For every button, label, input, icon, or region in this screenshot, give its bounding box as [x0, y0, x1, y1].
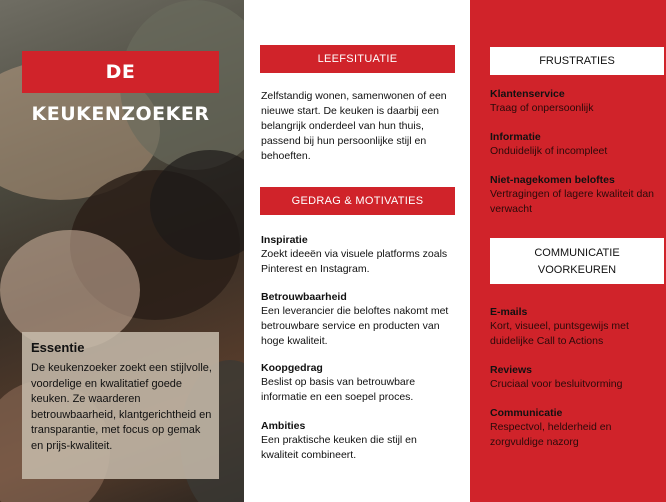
- leefsituatie-heading: LEEFSITUATIE: [260, 45, 455, 73]
- frustratie-item-title: Klantenservice: [490, 88, 565, 100]
- gedrag-item-text: Een leverancier die beloftes nakomt met betrouwbare service en producten van hoge kwaliteit.: [261, 305, 449, 347]
- communicatie-item-title: Communicatie: [490, 407, 563, 419]
- gedrag-item-text: Een praktische keuken die stijl en kwaliteit combineert.: [261, 434, 417, 461]
- frustratie-item: [490, 87, 666, 116]
- frustraties-heading: FRUSTRATIES: [490, 47, 664, 75]
- right-column: [470, 0, 666, 502]
- frustratie-item-title: Informatie: [490, 131, 541, 143]
- leefsituatie-block: [261, 89, 457, 164]
- communicatie-item: [490, 363, 666, 392]
- gedrag-item-text: Zoekt ideeën via visuele platforms zoals Pinterest en Instagram.: [261, 248, 448, 275]
- essentie-heading: Essentie: [31, 340, 85, 355]
- gedrag-item-title: Koopgedrag: [261, 362, 323, 374]
- frustratie-item: [490, 130, 666, 159]
- communicatie-heading-line1: COMMUNICATIE: [534, 247, 620, 259]
- essentie-text: De keukenzoeker zoekt een stijlvolle, voordelige en kwalitatief goede keuken. Ze waarderen betrouwbaarheid, klantgerichtheid en transparantie, met focus op gemak en prijs-kwaliteit.: [31, 362, 212, 452]
- gedrag-item-text: Beslist op basis van betrouwbare informatie en een soepel proces.: [261, 376, 416, 403]
- communicatie-heading: [490, 238, 664, 284]
- communicatie-item-title: Reviews: [490, 364, 533, 376]
- communicatie-item-text: Kort, visueel, puntsgewijs met duidelijke Call to Actions: [490, 320, 629, 347]
- communicatie-item-text: Cruciaal voor besluitvorming: [490, 378, 623, 390]
- gedrag-item-title: Betrouwbaarheid: [261, 291, 347, 303]
- communicatie-item-text: Respectvol, helderheid en zorgvuldige nazorg: [490, 421, 612, 448]
- gedrag-item: [261, 233, 457, 277]
- frustratie-item-text: Onduidelijk of incompleet: [490, 145, 608, 157]
- communicatie-item: [490, 406, 666, 450]
- frustratie-item-text: Traag of onpersoonlijk: [490, 102, 594, 114]
- communicatie-item-title: E-mails: [490, 306, 528, 318]
- essentie-box: [22, 332, 219, 479]
- communicatie-heading-line2: VOORKEUREN: [537, 264, 617, 276]
- gedrag-item-title: Inspiratie: [261, 234, 308, 246]
- gedrag-item: [261, 361, 457, 405]
- communicatie-item: [490, 305, 666, 349]
- frustratie-item: [490, 173, 666, 217]
- gedrag-item: [261, 419, 457, 463]
- gedrag-item-title: Ambities: [261, 420, 306, 432]
- gedrag-item: [261, 290, 457, 349]
- frustratie-item-title: Niet-nagekomen beloftes: [490, 174, 615, 186]
- gedrag-heading: GEDRAG & MOTIVATIES: [260, 187, 455, 215]
- middle-column: [244, 0, 470, 502]
- frustratie-item-text: Vertragingen of lagere kwaliteit dan verwacht: [490, 188, 655, 215]
- leefsituatie-text: Zelfstandig wonen, samenwonen of een nieuwe start. De keuken is daarbij een belangrijk onderdeel van hun thuis, passend bij hun persoonlijke stijl en behoeften.: [261, 90, 447, 162]
- page-title: DE KEUKENZOEKER: [22, 51, 219, 93]
